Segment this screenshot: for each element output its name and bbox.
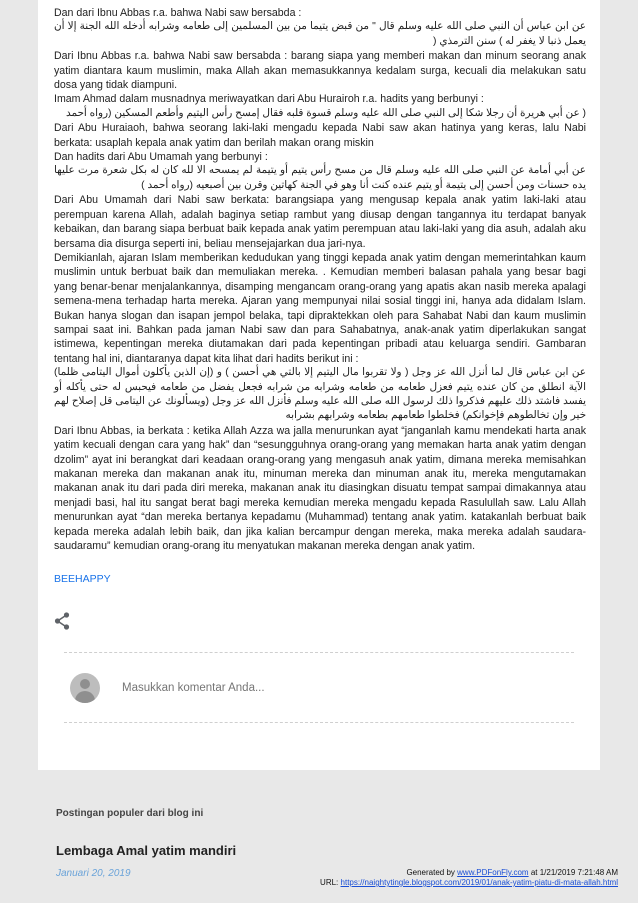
arabic-hadith: عن ابن عباس قال لما أنزل الله عز وجل ( ولا تقربوا مال اليتيم إلا بالتي هي أحسن ) و (إن الذين يأكلون أموال اليتامى ظلما) الآية انطلق من كان عنده يتيم فعزل طعامه من طعامه وشرابه من شرابه فجعل يفضل من طعامه فيحبس له حتى يأكله أو يفسد فاشتد ذلك عليهم فذكروا ذلك لرسول الله صلى الله عليه وسلم فأنزل الله عز وجل (ويسألونك عن اليتامى قل إصلاح لهم خير وإن تخالطوهم فإخوانكم) فخلطوا طعامهم بطعامه وشرابهم بشرابه: [54, 367, 586, 422]
paragraph: Dan dari Ibnu Abbas r.a. bahwa Nabi saw bersabda :: [54, 7, 302, 19]
popular-post-title[interactable]: Lembaga Amal yatim mandiri: [56, 843, 237, 858]
footer-generator-link[interactable]: www.PDFonFly.com: [457, 868, 529, 877]
popular-posts-heading: Postingan populer dari blog ini: [56, 808, 204, 819]
label-link[interactable]: BEEHAPPY: [54, 573, 111, 585]
footer-generated-suffix: at 1/21/2019 7:21:48 AM: [530, 868, 618, 877]
pdf-footer: [300, 868, 618, 888]
paragraph: Dari Ibnu Abbas r.a. bahwa Nabi saw bersabda : barang siapa yang memberi makan dan minum seorang anak yatim diantara kaum muslimin, maka Allah akan memasukkannya kedalam surga, kecuali dia melakukan satu dosa yang tidak diampuni.: [54, 50, 586, 92]
paragraph: Dari Abu Umamah dari Nabi saw berkata: barangsiapa yang mengusap kepala anak yatim laki-laki atau perempuan karena Allah, adalah baginya setiap rambut yang diusap dengan tangannya itu terdapat banyak kebaikan, dan barang siapa berbuat baik kepada anak yatim perempuan atau laki-laki yang dia asuh, adalah aku bersama dia disurga seperti ini, beliau mensejajarkan dua jari-nya.: [54, 194, 586, 250]
popular-post-date: Januari 20, 2019: [56, 868, 131, 879]
comment-box[interactable]: [64, 670, 574, 706]
post-card: [38, 0, 600, 770]
paragraph: Dari Ibnu Abbas, ia berkata : ketika Allah Azza wa jalla menurunkan ayat “janganlah kamu mendekati harta anak yatim kecuali dengan cara yang hak” dan “sesungguhnya orang-orang yang memakan harta anak yatim dengan dzolim” ayat ini berangkat dari keadaan orang-orang yang mengasuh anak yatim, dimana mereka memisahkan makanan mereka dan makanan anak itu, minuman mereka dan minuman anak itu, mereka mengutamakan makanan anak itu dari pada diri mereka, makanan anak itu diasingkan disuatu tempat sampai dimakannya atau menjadi basi, hal itu sangat berat bagi mereka kemudian mereka mengadu kepada Rasulullah saw. Lalu Allah menurunkan ayat “dan mereka bertanya kepadamu (Muhammad) tentang anak yatim. katakanlah berbuat baik kepada mereka adalah lebih baik, dan jika kalian bercampur dengan mereka, maka mereka adalah saudara-saudaramu” kemudian orang-orang itu menyatukan makanan mereka dengan anak yatim.: [54, 424, 586, 553]
post-body: [54, 6, 586, 553]
arabic-hadith: عن ابن عباس أن النبي صلى الله عليه وسلم قال " من قبض يتيما من بين المسلمين إلى طعامه وشرابه أدخله الله الجنة إلا أن يعمل ذنبا لا يغفر له ) سنن الترمذي (: [54, 21, 586, 47]
footer-url-prefix: URL:: [320, 878, 339, 887]
comment-input[interactable]: Masukkan komentar Anda...: [122, 682, 265, 694]
footer-url-link[interactable]: https://naightytingle.blogspot.com/2019/01/anak-yatim-piatu-di-mata-allah.html: [340, 878, 618, 887]
arabic-hadith: ( عن أبي هريرة أن رجلا شكا إلى النبي صلى الله عليه وسلم قسوة قلبه فقال إمسح رأس اليتيم وأطعم المسكين (رواه أحمد: [66, 107, 586, 119]
paragraph: Dari Abu Huraiaoh, bahwa seorang laki-laki mengadu kepada Nabi saw akan hatinya yang keras, lalu Nabi berkata: usaplah kepala anak yatim dan berilah makan orang miskin: [54, 122, 586, 149]
paragraph: Imam Ahmad dalam musnadnya meriwayatkan dari Abu Hurairoh r.a. hadits yang berbunyi :: [54, 93, 484, 106]
avatar-icon: [70, 673, 100, 703]
divider: [64, 652, 574, 653]
arabic-hadith: عن أبي أمامة عن النبي صلى الله عليه وسلم قال من مسح رأس يتيم أو يتيمة لم يمسحه الا لله كان له بكل شعرة مرت عليها يده حسنات ومن أحسن إلى يتيمة أو يتيم عنده كنت أنا وهو في الجنة كهاتين وقرن بين أصبعيه (رواه أحمد ): [54, 165, 586, 191]
footer-generated-prefix: Generated by: [406, 868, 455, 877]
paragraph: Demikianlah, ajaran Islam memberikan kedudukan yang tinggi kepada anak yatim dengan memerintahkan kaum muslimin untuk berbuat baik dan memuliakan mereka. . Kemudian memberi balasan pahala yang besar bagi yang benar-benar menjalankannya, disamping mengancam orang-orang yang apatis akan nasib mereka apalagi semena-mena terhadap harta mereka. Ajaran yang mempunyai nilai sosial tinggi ini, hanya ada didalam Islam. Bukan hanya slogan dan isapan jempol belaka, tapi dipraktekkan oleh para Sahabat Nabi dan kaum muslimin sampai saat ini. Bahkan pada jaman Nabi saw dan para Sahabatnya, anak-anak yatim diperlakukan sangat istimewa, kepentingan mereka diutamakan dari pada kepentingan pribadi atau keluarga sendiri. Gambaran tentang hal ini, diantaranya dapat kita lihat dari hadits berikut ini :: [54, 251, 586, 365]
paragraph: Dan hadits dari Abu Umamah yang berbunyi :: [54, 151, 268, 164]
divider: [64, 722, 574, 723]
share-icon[interactable]: [54, 612, 70, 630]
